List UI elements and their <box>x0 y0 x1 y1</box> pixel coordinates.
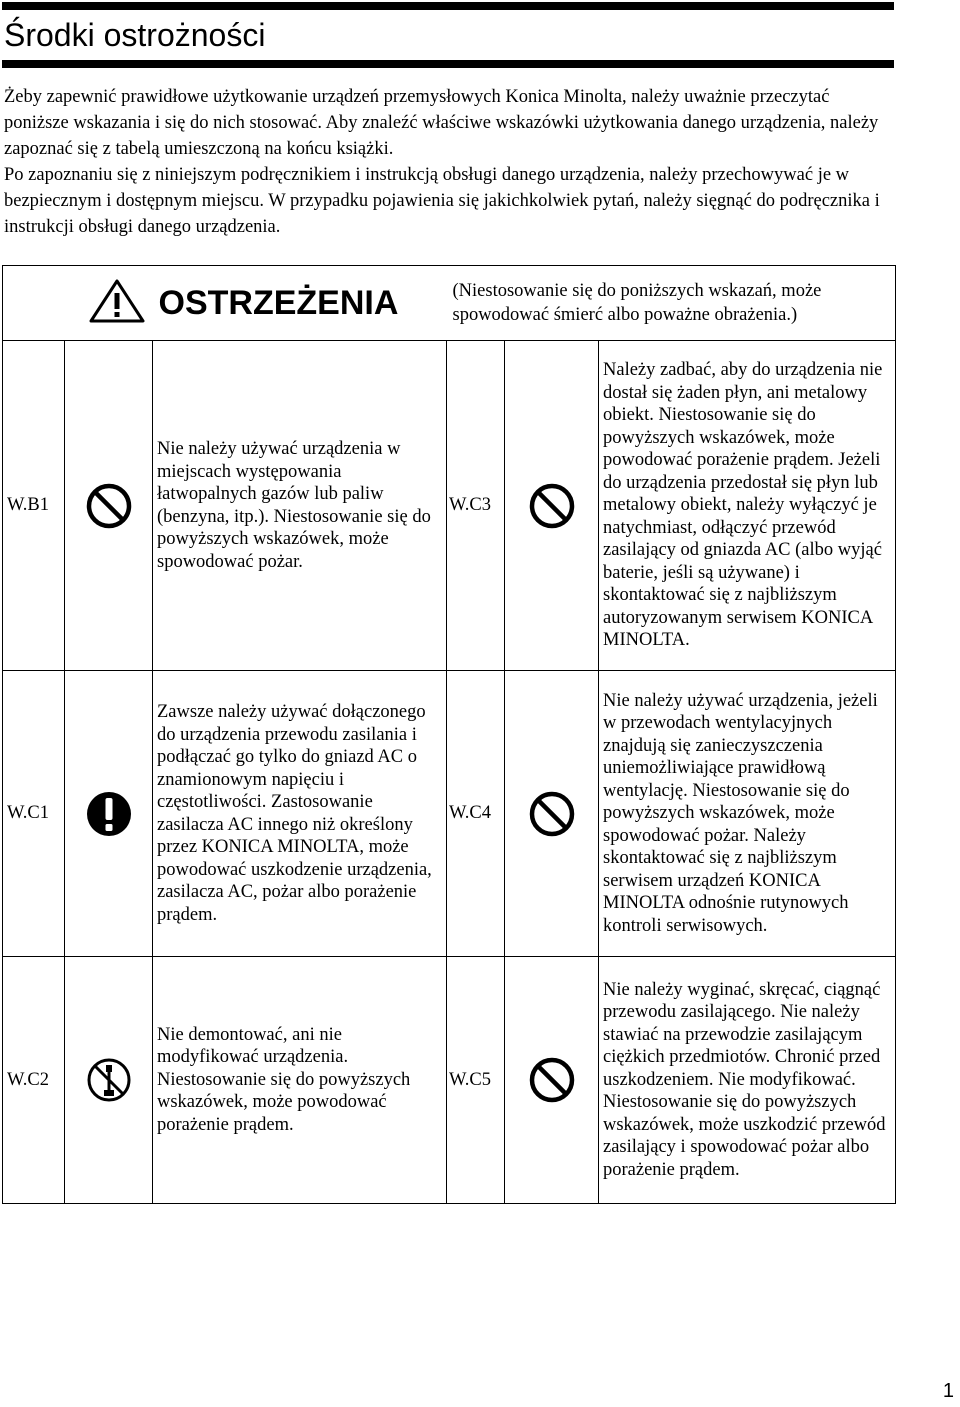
intro-paragraph-1: Żeby zapewnić prawidłowe użytkowanie urządzeń przemysłowych Konica Minolta, należy uważnie przeczytać poniższe wskazania i się do nich stosować. Aby znaleźć właściwe wskazówki użytkowania danego urządzenia, należy zapoznać się z tabelą umieszczoną na końcu książki. <box>4 87 879 159</box>
warning-text-wc5: Nie należy wyginać, skręcać, ciągnąć przewodu zasilającego. Nie należy stawiać na przewodzie zasilającym ciężkich przedmiotów. Chronić przed uszkodzeniem. Nie modyfikować. Niestosowanie się do powyższych wskazówek, może uszkodzić przewód zasilający i spowodować pożar albo porażenie prądem. <box>599 957 896 1204</box>
prohibition-icon <box>65 482 152 530</box>
warning-header-icon-cell <box>3 266 153 341</box>
warning-row-2 <box>3 671 896 957</box>
warning-text-wc2: Nie demontować, ani nie modyfikować urządzenia. Niestosowanie się do powyższych wskazówek, może powodować porażenie prądem. <box>153 957 447 1204</box>
page-title: Środki ostrożności <box>4 17 266 53</box>
warning-header-note: (Niestosowanie się do poniższych wskazań, może spowodować śmierć albo poważne obrażenia.) <box>447 266 896 341</box>
intro-paragraph-2: Po zapoznaniu się z niniejszym podręcznikiem i instrukcją obsługi danego urządzenia, należy przechowywać je w bezpiecznym i dostępnym miejscu. W przypadku pojawienia się jakichkolwiek pytań, należy sięgnąć do podręcznika i instrukcji obsługi danego urządzenia. <box>4 165 880 237</box>
warnings-header-row <box>3 266 896 341</box>
warning-code-wc3: W.C3 <box>447 341 505 671</box>
intro-text <box>4 84 896 240</box>
mandatory-exclamation-icon <box>65 790 152 838</box>
prohibition-icon <box>505 1056 598 1104</box>
warning-text-wb1: Nie należy używać urządzenia w miejscach występowania łatwopalnych gazów lub paliw (benzyna, itp.). Niestosowanie się do powyższych wskazówek, może spowodować pożar. <box>153 341 447 671</box>
warning-code-wc4: W.C4 <box>447 671 505 957</box>
warning-code-wc5: W.C5 <box>447 957 505 1204</box>
title-underline-rule <box>2 60 894 68</box>
warning-triangle-icon <box>88 278 146 324</box>
warning-row-3 <box>3 957 896 1204</box>
warning-text-wc1: Zawsze należy używać dołączonego do urządzenia przewodu zasilania i podłączać go tylko do gniazd AC o znamionowym napięciu i częstotliwości. Zastosowanie zasilacza AC innego niż określony przez KONICA MINOLTA, może powodować uszkodzenie urządzenia, zasilacza AC, pożar albo porażenie prądem. <box>153 671 447 957</box>
warning-code-wb1: W.B1 <box>3 341 65 671</box>
prohibition-icon <box>505 790 598 838</box>
warning-row-1 <box>3 341 896 671</box>
warning-text-wc3: Należy zadbać, aby do urządzenia nie dostał się żaden płyn, ani metalowy obiekt. Niestosowanie się do powyższych wskazówek, może powodować porażenie prądem. Jeżeli do urządzenia przedostał się płyn lub metalowy obiekt, należy wyłączyć je natychmiast, odłączyć przewód zasilający od gniazda AC (albo wyjąć baterie, jeśli są używane) i skontaktować się z najbliższym autoryzowanym serwisem KONICA MINOLTA. <box>599 341 896 671</box>
warnings-table <box>2 265 896 1204</box>
top-rule <box>2 2 894 10</box>
warning-code-wc2: W.C2 <box>3 957 65 1204</box>
warning-header-title: OSTRZEŻENIA <box>153 266 447 341</box>
page-number: 1 <box>942 1380 954 1402</box>
no-disassembly-icon <box>65 1056 152 1104</box>
warning-text-wc4: Nie należy używać urządzenia, jeżeli w przewodach wentylacyjnych znajdują się zanieczyszczenia uniemożliwiające prawidłową wentylację. Niestosowanie się do powyższych wskazówek, może spowodować pożar. Należy skontaktować się z najbliższym serwisem urządzeń KONICA MINOLTA odnośnie rutynowych kontroli serwisowych. <box>599 671 896 957</box>
warning-code-wc1: W.C1 <box>3 671 65 957</box>
prohibition-icon <box>505 482 598 530</box>
